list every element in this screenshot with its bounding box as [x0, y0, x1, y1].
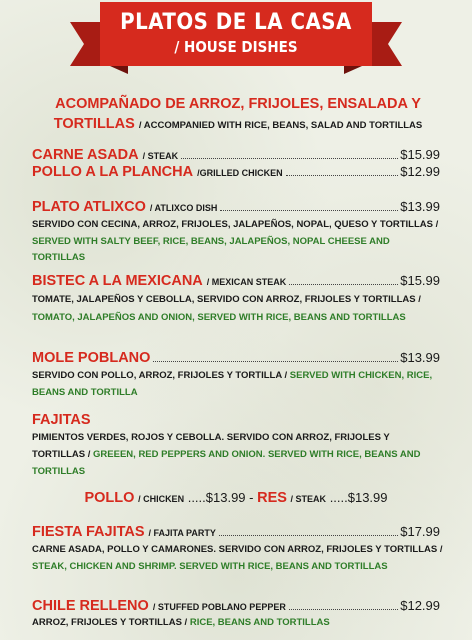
- item-description: [32, 368, 444, 401]
- menu-item-pollo-plancha: [32, 164, 440, 180]
- intro-line-2-red: TORTILLAS: [53, 116, 135, 132]
- item-name: CHILE RELLENO: [32, 598, 149, 614]
- item-english-name: /GRILLED CHICKEN: [197, 168, 283, 178]
- option-res: RES: [257, 490, 287, 506]
- item-english-name: / STEAK: [142, 151, 179, 161]
- menu-item-fajitas: [32, 412, 440, 428]
- description-english: RICE, BEANS AND TORTILLAS: [189, 617, 330, 628]
- item-price: $12.99: [400, 164, 440, 179]
- description-english: TOMATO, JALAPEÑOS AND ONION, SERVED WITH RICE, BEANS AND TORTILLAS: [32, 312, 406, 323]
- item-name: BISTEC A LA MEXICANA: [32, 273, 203, 289]
- menu-item-chile-relleno: [32, 598, 440, 614]
- menu-item-carne-asada: [32, 147, 440, 163]
- menu-item-mole-poblano: [32, 350, 440, 366]
- menu-item-plato-atlixco: [32, 199, 440, 215]
- description-english: STEAK, CHICKEN AND SHRIMP. SERVED WITH RICE, BEANS AND TORTILLAS: [32, 560, 388, 572]
- description-english: GREEEN, RED PEPPERS AND ONION. SERVED WITH RICE, BEANS AND TORTILLAS: [32, 449, 421, 477]
- item-price: $17.99: [400, 524, 440, 539]
- description-spanish: ARROZ, FRIJOLES Y TORTILLAS /: [32, 617, 188, 628]
- dot-leader: [153, 361, 398, 362]
- dot-leader: [219, 535, 398, 536]
- item-english-name: / FAJITA PARTY: [148, 528, 216, 538]
- description-spanish: SERVIDO CON POLLO, ARROZ, FRIJOLES Y TORTILLA /: [32, 370, 288, 381]
- banner-subtitle: / HOUSE DISHES: [174, 38, 298, 56]
- item-description: [32, 542, 444, 575]
- item-name: PLATO ATLIXCO: [32, 199, 146, 215]
- option-pollo-price: .....$13.99: [187, 490, 246, 505]
- description-spanish: SERVIDO CON CECINA, ARROZ, FRIJOLES, JALAPEÑOS, NOPAL, QUESO Y TORTILLAS /: [32, 219, 439, 230]
- item-price: $15.99: [400, 147, 440, 162]
- item-english-name: / STUFFED POBLANO PEPPER: [152, 602, 286, 612]
- item-description: [32, 615, 444, 632]
- header-banner: [70, 2, 402, 78]
- item-price: $13.99: [400, 199, 440, 214]
- item-description: [32, 429, 444, 480]
- item-name: FIESTA FAJITAS: [32, 524, 145, 540]
- description-spanish: PIMIENTOS VERDES, ROJOS Y CEBOLLA. SERVIDO CON ARROZ, FRIJOLES Y TORTILLAS /: [32, 432, 390, 460]
- dot-leader: [286, 175, 399, 176]
- dot-leader: [181, 158, 398, 159]
- dot-leader: [289, 284, 398, 285]
- intro-line-1: ACOMPAÑADO DE ARROZ, FRIJOLES, ENSALADA Y: [55, 96, 421, 112]
- item-name: POLLO A LA PLANCHA: [32, 164, 194, 180]
- item-name: MOLE POBLANO: [32, 350, 151, 366]
- description-spanish: CARNE ASADA, POLLO Y CAMARONES. SERVIDO CON ARROZ, FRIJOLES Y TORTILLAS /: [32, 544, 443, 555]
- option-pollo: POLLO: [84, 490, 135, 506]
- option-res-english: / STEAK: [290, 494, 327, 504]
- intro-line-2-sub: / ACCOMPANIED WITH RICE, BEANS, SALAD AND TORTILLAS: [138, 120, 423, 131]
- fajita-price-options: [0, 490, 472, 506]
- dot-leader: [220, 210, 398, 211]
- banner-title: PLATOS DE LA CASA: [120, 10, 352, 35]
- option-pollo-english: / CHICKEN: [138, 494, 185, 504]
- item-price: $15.99: [400, 273, 440, 288]
- item-english-name: / MEXICAN STEAK: [206, 277, 287, 287]
- item-price: $12.99: [400, 598, 440, 613]
- item-description: [32, 291, 444, 327]
- item-name: CARNE ASADA: [32, 147, 139, 163]
- intro-note: [20, 94, 456, 136]
- intro-line-2: [20, 114, 456, 136]
- description-spanish: TOMATE, JALAPEÑOS Y CEBOLLA, SERVIDO CON ARROZ, FRIJOLES Y TORTILLAS /: [32, 294, 421, 305]
- menu-item-fiesta-fajitas: [32, 524, 440, 540]
- dot-leader: [289, 609, 398, 610]
- menu-item-bistec-mexicana: [32, 273, 440, 289]
- item-english-name: / ATLIXCO DISH: [149, 203, 218, 213]
- item-price: $13.99: [400, 350, 440, 365]
- item-name: FAJITAS: [32, 412, 91, 428]
- option-res-price: .....$13.99: [329, 490, 388, 505]
- description-english: SERVED WITH SALTY BEEF, RICE, BEANS, JALAPEÑOS, NOPAL CHEESE AND TORTILLAS: [32, 235, 390, 263]
- description-english: SERVED WITH CHICKEN, RICE, BEANS AND TORTILLA: [32, 370, 433, 398]
- item-description: [32, 217, 444, 267]
- option-separator: -: [245, 490, 258, 505]
